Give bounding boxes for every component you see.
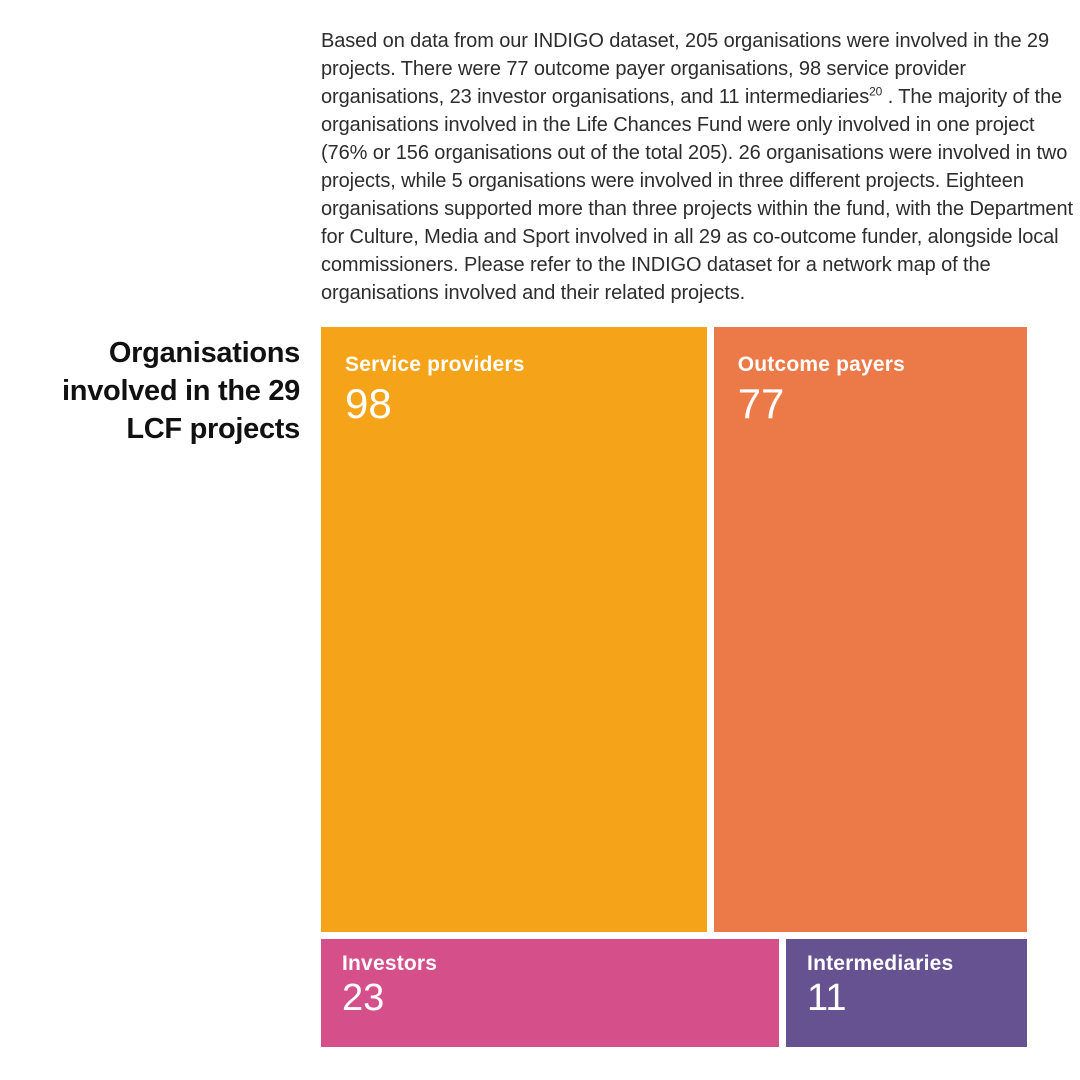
treemap-chart bbox=[321, 327, 1027, 1047]
paragraph-text-after-footnote: . The majority of the organisations involved in the Life Chances Fund were only involved in one project (76% or 156 organisations out of the total 205). 26 organisations were involved in two projects, while 5 organisations were involved in three different projects. Eighteen organisations supported more than three projects within the fund, with the Department for Culture, Media and Sport involved in all 29 as co-outcome funder, alongside local commissioners. Please refer to the INDIGO dataset for a network map of the organisations involved and their related projects. bbox=[321, 86, 1073, 304]
treemap-block-intermediaries bbox=[786, 939, 1027, 1047]
chart-title-line-3: LCF projects bbox=[126, 413, 300, 445]
block-label: Investors bbox=[342, 952, 438, 975]
block-label: Service providers bbox=[345, 353, 525, 376]
treemap-block-investors bbox=[321, 939, 779, 1047]
treemap-block-service-providers bbox=[321, 327, 707, 932]
block-value: 23 bbox=[342, 977, 385, 1019]
body-paragraph bbox=[321, 27, 1078, 307]
block-value: 77 bbox=[737, 380, 785, 427]
block-value: 11 bbox=[807, 977, 847, 1019]
treemap-block-outcome-payers bbox=[714, 327, 1027, 932]
chart-title-line-2: involved in the 29 bbox=[62, 375, 300, 407]
block-value: 98 bbox=[345, 380, 392, 427]
paragraph-text-before-footnote: Based on data from our INDIGO dataset, 205 organisations were involved in the 29 projects. There were 77 outcome payer organisations, 98 service provider organisations, 23 investor organisations, and 11 intermediaries bbox=[321, 30, 1049, 108]
treemap-row-bottom bbox=[321, 939, 1027, 1047]
footnote-reference: 20 bbox=[869, 84, 883, 99]
treemap-row-top bbox=[321, 327, 1027, 932]
chart-title bbox=[0, 334, 300, 448]
block-label: Outcome payers bbox=[737, 353, 906, 376]
block-label: Intermediaries bbox=[807, 952, 954, 975]
chart-title-line-1: Organisations bbox=[108, 337, 300, 369]
